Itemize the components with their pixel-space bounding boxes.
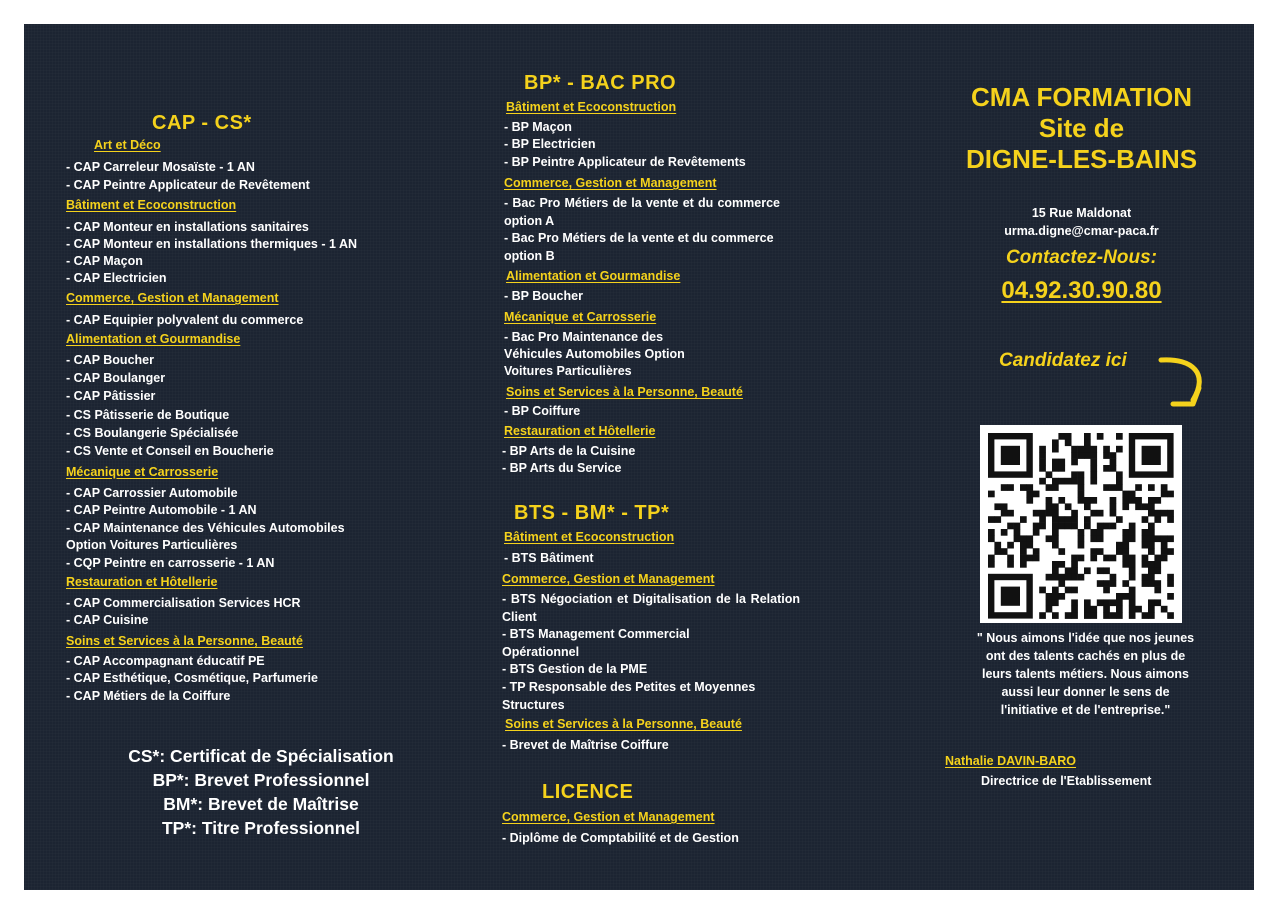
quote-line: ont des talents cachés en plus de xyxy=(985,649,1186,663)
list-item: - BP Arts du Service xyxy=(502,461,622,475)
list-item: - BTS Management Commercial Opérationnel xyxy=(502,627,690,659)
list-item: - CAP Carrossier Automobile xyxy=(66,486,238,500)
heading-bts-bm-tp: BTS - BM* - TP* xyxy=(514,502,670,524)
heading-cap-cs: CAP - CS* xyxy=(152,112,252,134)
list-item: - BTS Négociation et Digitalisation de la Relation Client xyxy=(502,592,800,624)
list-item: - BTS Bâtiment xyxy=(504,551,594,565)
category-soins: Soins et Services à la Personne, Beauté xyxy=(506,385,743,399)
category-restauration: Restauration et Hôtellerie xyxy=(66,575,218,589)
list-item: - BP Boucher xyxy=(504,289,583,303)
list-item: - CAP Maçon xyxy=(66,254,143,268)
list-item: - CS Boulangerie Spécialisée xyxy=(66,426,239,440)
list-item: - CAP Equipier polyvalent du commerce xyxy=(66,313,304,327)
list-item: - CAP Boulanger xyxy=(66,371,166,385)
list-item: - CAP Peintre Applicateur de Revêtement xyxy=(66,178,310,192)
apply-here-label: Candidatez ici xyxy=(999,350,1127,371)
quote-line: " Nous aimons l'idée que nos jeunes xyxy=(976,631,1195,645)
contact-label: Contactez-Nous: xyxy=(1006,247,1157,268)
list-item: - BP Peintre Applicateur de Revêtements xyxy=(504,155,746,169)
category-art-deco: Art et Déco xyxy=(94,138,161,152)
legend-bp: BP*: Brevet Professionnel xyxy=(152,770,370,790)
category-restauration: Restauration et Hôtellerie xyxy=(504,424,656,438)
list-item: - BP Arts de la Cuisine xyxy=(502,444,636,458)
quote-line: aussi leur donner le sens de xyxy=(1001,685,1170,699)
title-line: CMA FORMATION xyxy=(971,82,1192,112)
list-item: - BP Coiffure xyxy=(504,404,581,418)
street-address: 15 Rue Maldonat xyxy=(1031,206,1132,220)
abbreviation-legend xyxy=(96,744,426,840)
list-item: - TP Responsable des Petites et Moyennes Structures xyxy=(502,680,756,712)
list-item: Voitures Particulières xyxy=(504,364,632,378)
list-item: - Bac Pro Métiers de la vente et du commerce option B xyxy=(504,231,774,263)
qr-code[interactable] xyxy=(980,425,1182,623)
list-item: - Bac Pro Maintenance des xyxy=(504,330,664,344)
list-item: - CAP Esthétique, Cosmétique, Parfumerie xyxy=(66,671,318,685)
phone-number[interactable]: 04.92.30.90.80 xyxy=(1001,277,1162,304)
legend-cs: CS*: Certificat de Spécialisation xyxy=(128,746,394,766)
list-item: Option Voitures Particulières xyxy=(66,538,238,552)
category-mecanique: Mécanique et Carrosserie xyxy=(66,465,219,479)
curved-arrow-icon xyxy=(1153,354,1213,416)
list-item: - CAP Pâtissier xyxy=(66,389,156,403)
quote-line: l'initiative et de l'entreprise." xyxy=(1000,703,1171,717)
list-item: - CAP Commercialisation Services HCR xyxy=(66,596,301,610)
category-batiment: Bâtiment et Ecoconstruction xyxy=(506,100,677,114)
legend-tp: TP*: Titre Professionnel xyxy=(161,818,361,838)
category-soins: Soins et Services à la Personne, Beauté xyxy=(66,634,303,648)
list-item: - CAP Accompagnant éducatif PE xyxy=(66,654,265,668)
list-item: - Bac Pro Métiers de la vente et du commerce option A xyxy=(504,196,780,228)
email-link[interactable]: urma.digne@cmar-paca.fr xyxy=(1004,224,1159,238)
list-item: - CAP Boucher xyxy=(66,353,154,367)
list-item: - CQP Peintre en carrosserie - 1 AN xyxy=(66,556,275,570)
heading-licence: LICENCE xyxy=(542,781,634,803)
list-item: - CS Vente et Conseil en Boucherie xyxy=(66,444,274,458)
category-batiment: Bâtiment et Ecoconstruction xyxy=(66,198,237,212)
signature-role: Directrice de l'Etablissement xyxy=(981,774,1152,788)
list-item: - Brevet de Maîtrise Coiffure xyxy=(502,738,669,752)
legend-bm: BM*: Brevet de Maîtrise xyxy=(163,794,359,814)
director-quote xyxy=(943,629,1228,719)
list-item: - Diplôme de Comptabilité et de Gestion xyxy=(502,831,739,845)
list-item: - CAP Métiers de la Coiffure xyxy=(66,689,231,703)
list-item: - CAP Cuisine xyxy=(66,613,149,627)
heading-bp-bac-pro: BP* - BAC PRO xyxy=(524,72,677,94)
category-soins: Soins et Services à la Personne, Beauté xyxy=(505,717,742,731)
category-batiment: Bâtiment et Ecoconstruction xyxy=(504,530,675,544)
address-block xyxy=(929,204,1234,240)
list-item: - CAP Carreleur Mosaïste - 1 AN xyxy=(66,160,255,174)
category-alimentation: Alimentation et Gourmandise xyxy=(506,269,681,283)
qr-code-graphic xyxy=(980,425,1182,623)
signature-name: Nathalie DAVIN-BARO xyxy=(945,754,1077,768)
list-item: - BP Electricien xyxy=(504,137,596,151)
category-commerce: Commerce, Gestion et Management xyxy=(502,810,715,824)
title-line: Site de xyxy=(1038,113,1125,143)
site-title xyxy=(929,82,1234,175)
category-commerce: Commerce, Gestion et Management xyxy=(66,291,279,305)
category-commerce: Commerce, Gestion et Management xyxy=(504,176,717,190)
title-line: DIGNE-LES-BAINS xyxy=(965,144,1198,174)
category-alimentation: Alimentation et Gourmandise xyxy=(66,332,241,346)
list-item: - CAP Peintre Automobile - 1 AN xyxy=(66,503,257,517)
brochure-panel xyxy=(24,24,1254,890)
list-item: Véhicules Automobiles Option xyxy=(504,347,685,361)
list-item: - CS Pâtisserie de Boutique xyxy=(66,408,230,422)
list-item: - BTS Gestion de la PME xyxy=(502,662,648,676)
list-item: - CAP Electricien xyxy=(66,271,167,285)
list-item: - CAP Monteur en installations thermiques - 1 AN xyxy=(66,237,358,251)
category-mecanique: Mécanique et Carrosserie xyxy=(504,310,657,324)
list-item: - CAP Maintenance des Véhicules Automobiles xyxy=(66,521,345,535)
category-commerce: Commerce, Gestion et Management xyxy=(502,572,715,586)
quote-line: leurs talents métiers. Nous aimons xyxy=(981,667,1189,681)
list-item: - CAP Monteur en installations sanitaires xyxy=(66,220,309,234)
list-item: - BP Maçon xyxy=(504,120,572,134)
